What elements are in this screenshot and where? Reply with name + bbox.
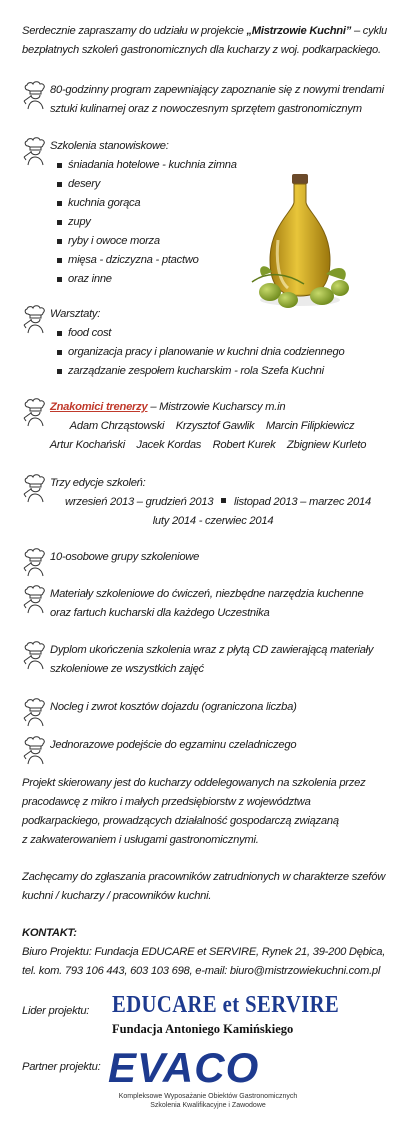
- chef-icon: [22, 548, 48, 578]
- list-item: organizacja pracy i planowanie w kuchni dnia codziennego: [56, 343, 394, 362]
- partner-row: [22, 1046, 394, 1116]
- workshops-list: [56, 324, 394, 381]
- trainers-label: Znakomici trenerzy: [50, 401, 148, 413]
- list-item: ryby i owoce morza: [56, 232, 394, 251]
- chef-icon: [22, 698, 48, 728]
- editions-heading: Trzy edycje szkoleń:: [50, 477, 146, 489]
- contact-phone-email: tel. kom. 793 106 443, 603 103 698, e-mail: biuro@mistrzowiekuchni.com.pl: [22, 965, 381, 977]
- list-item: zupy: [56, 213, 394, 232]
- olive-oil-bottle-icon: [248, 170, 356, 320]
- workshops-heading: Warsztaty:: [50, 308, 101, 320]
- contact-section: [22, 924, 394, 981]
- educare-logo: EDUCARE et SERVIRE: [112, 992, 340, 1018]
- intro-paragraph: Serdecznie zapraszamy do udziału w projekcie „Mistrzowie Kuchni” – cyklu bezpłatnych szkoleń gastronomicznych dla kucharzy z woj. podkarpackiego.: [22, 25, 388, 56]
- exam-section: Jednorazowe podejście do egzaminu czeladniczego: [22, 736, 394, 755]
- editions-section: [22, 474, 394, 531]
- chef-icon: [22, 81, 48, 111]
- station-heading: Szkolenia stanowiskowe:: [50, 140, 169, 152]
- materials-section: Materiały szkoleniowe do ćwiczeń, niezbędne narzędzia kuchenne oraz fartuch kucharski dla każdego Uczestnika: [22, 585, 394, 623]
- diploma-section: Dyplom ukończenia szkolenia wraz z płytą CD zawierającą materiały szkoleniowe ze wszystkich zajęć: [22, 641, 394, 679]
- list-item: mięsa - dziczyzna - ptactwo: [56, 251, 394, 270]
- chef-icon: [22, 585, 48, 615]
- program-section: 80-godzinny program zapewniający zapoznanie się z nowymi trendami sztuki kulinarnej oraz z nowoczesnym sprzętem gastronomicznym: [22, 81, 394, 119]
- bullet-separator: [221, 498, 226, 503]
- groups-section: 10-osobowe grupy szkoleniowe: [22, 548, 394, 567]
- editions-dates-1: wrzesień 2013 – grudzień 2013 listopad 2013 – marzec 2014: [65, 496, 371, 508]
- chef-icon: [22, 474, 48, 504]
- contact-heading: KONTAKT:: [22, 927, 77, 939]
- chef-icon: [22, 137, 48, 167]
- list-item: desery: [56, 175, 394, 194]
- editions-dates-2: luty 2014 - czerwiec 2014: [152, 515, 274, 527]
- list-item: śniadania hotelowe - kuchnia zimna: [56, 156, 394, 175]
- list-item: food cost: [56, 324, 394, 343]
- evaco-logo-subtitle-1: Kompleksowe Wyposażanie Obiektów Gastronomicznych: [118, 1093, 298, 1100]
- list-item: zarządzanie zespołem kucharskim - rola Szefa Kuchni: [56, 362, 394, 381]
- leader-label: Lider projektu:: [22, 1005, 90, 1017]
- chef-icon: [22, 641, 48, 671]
- list-item: kuchnia gorąca: [56, 194, 394, 213]
- encourage-paragraph: Zachęcamy do zgłaszania pracowników zatrudnionych w charakterze szefów kuchni / kucharzy / pracowników kuchni.: [22, 871, 386, 902]
- leader-row: [22, 992, 394, 1042]
- target-paragraph: Projekt skierowany jest do kucharzy oddelegowanych na szkolenia przez pracodawcę z mikro i małych przedsiębiorstw z województwa podkarpackiego, prowadzących działalność gospodarczą związaną z zakwaterowaniem i usługami gastronomicznymi.: [22, 777, 366, 846]
- contact-address: Biuro Projektu: Fundacja EDUCARE et SERVIRE, Rynek 21, 39-200 Dębica,: [22, 946, 386, 958]
- evaco-logo: EVACO: [108, 1044, 260, 1091]
- chef-icon: [22, 305, 48, 335]
- chef-icon: [22, 398, 48, 428]
- educare-logo-subtitle: Fundacja Antoniego Kamińskiego: [112, 1022, 294, 1036]
- evaco-logo-subtitle-2: Szkolenia Kwalifikacyjne i Zawodowe: [150, 1102, 266, 1109]
- lodging-section: Nocleg i zwrot kosztów dojazdu (ograniczona liczba): [22, 698, 394, 717]
- intro-text: Serdecznie zapraszamy do udziału w projekcie: [22, 25, 247, 37]
- partner-label: Partner projektu:: [22, 1061, 101, 1073]
- project-name: „Mistrzowie Kuchni”: [246, 25, 352, 37]
- list-item: oraz inne: [56, 270, 394, 289]
- workshops-section: [22, 305, 394, 381]
- trainers-names-2: Artur Kochański Jacek Kordas Robert Kurek Zbigniew Kurleto: [49, 439, 367, 451]
- chef-icon: [22, 736, 48, 766]
- trainers-section: Znakomici trenerzy – Mistrzowie Kucharscy m.in Adam Chrząstowski Krzysztof Gawlik Marcin Filipkiewicz Artur Kochański Jacek Kordas Robert Kurek Zbigniew Kurleto: [22, 398, 394, 455]
- trainers-names-1: Adam Chrząstowski Krzysztof Gawlik Marcin Filipkiewicz: [69, 420, 355, 432]
